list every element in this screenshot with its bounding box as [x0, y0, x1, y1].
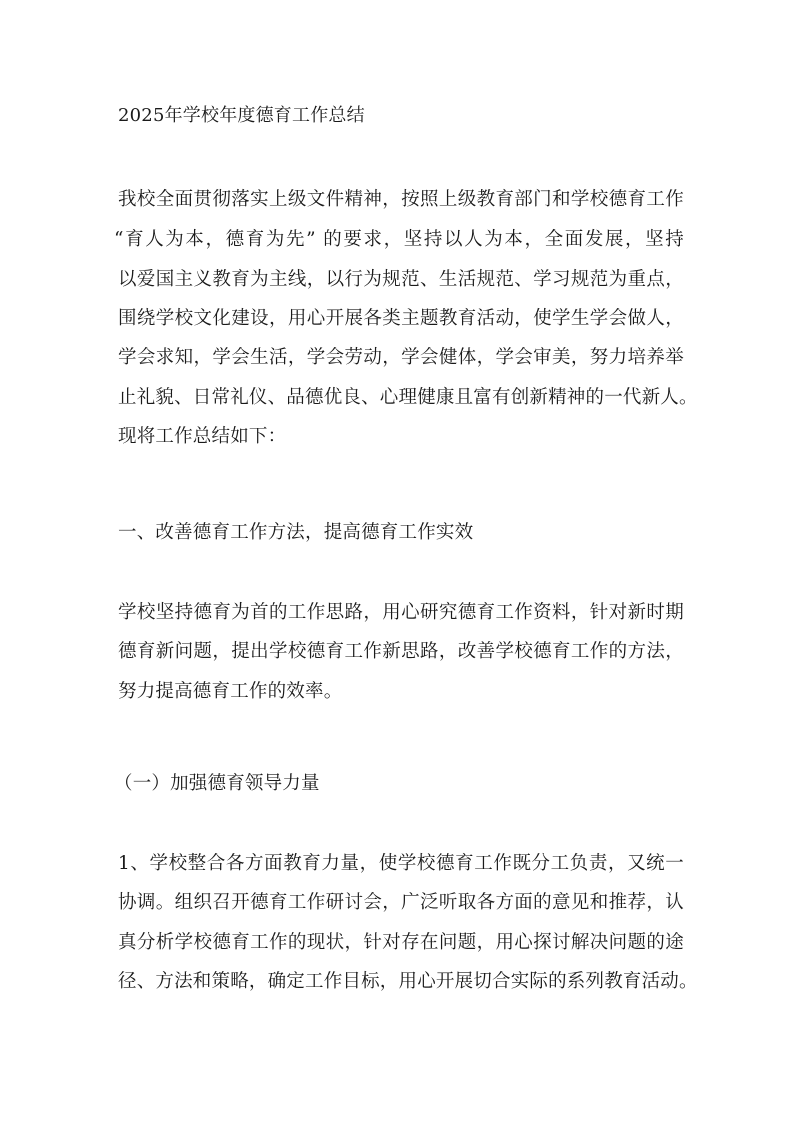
document-title: 2025年学校年度德育工作总结 [118, 105, 365, 126]
intro-line-4: 围绕学校文化建设，用心开展各类主题教育活动，使学生学会做人， [118, 308, 684, 329]
section-1-line-3: 努力提高德育工作的效率。 [118, 681, 343, 702]
item-1-line-2: 协调。组织召开德育工作研讨会，广泛听取各方面的意见和推荐，认 [118, 892, 684, 913]
item-1-line-4: 径、方法和策略，确定工作目标，用心开展切合实际的系列教育活动。 [118, 971, 698, 992]
intro-line-5: 学会求知，学会生活，学会劳动，学会健体，学会审美，努力培养举 [118, 347, 684, 368]
section-1-line-2: 德育新问题，提出学校德育工作新思路，改善学校德育工作的方法， [118, 641, 684, 662]
intro-line-3: 以爱国主义教育为主线，以行为规范、生活规范、学习规范为重点， [118, 269, 684, 290]
item-1-line-1: 1、学校整合各方面教育力量，使学校德育工作既分工负责，又统一 [118, 853, 684, 874]
intro-line-1: 我校全面贯彻落实上级文件精神，按照上级教育部门和学校德育工作 [118, 189, 684, 210]
section-1-heading: 一、改善德育工作方法，提高德育工作实效 [118, 522, 474, 543]
intro-line-7: 现将工作总结如下： [118, 426, 287, 447]
intro-line-2: “育人为本，德育为先” 的要求，坚持以人为本，全面发展，坚持 [114, 229, 684, 250]
item-1-line-3: 真分析学校德育工作的现状，针对存在问题，用心探讨解决问题的途 [118, 932, 684, 953]
subsection-1-heading: （一）加强德育领导力量 [114, 773, 320, 794]
section-1-line-1: 学校坚持德育为首的工作思路，用心研究德育工作资料，针对新时期 [118, 602, 684, 623]
intro-line-6: 止礼貌、日常礼仪、品德优良、心理健康且富有创新精神的一代新人。 [118, 387, 698, 408]
